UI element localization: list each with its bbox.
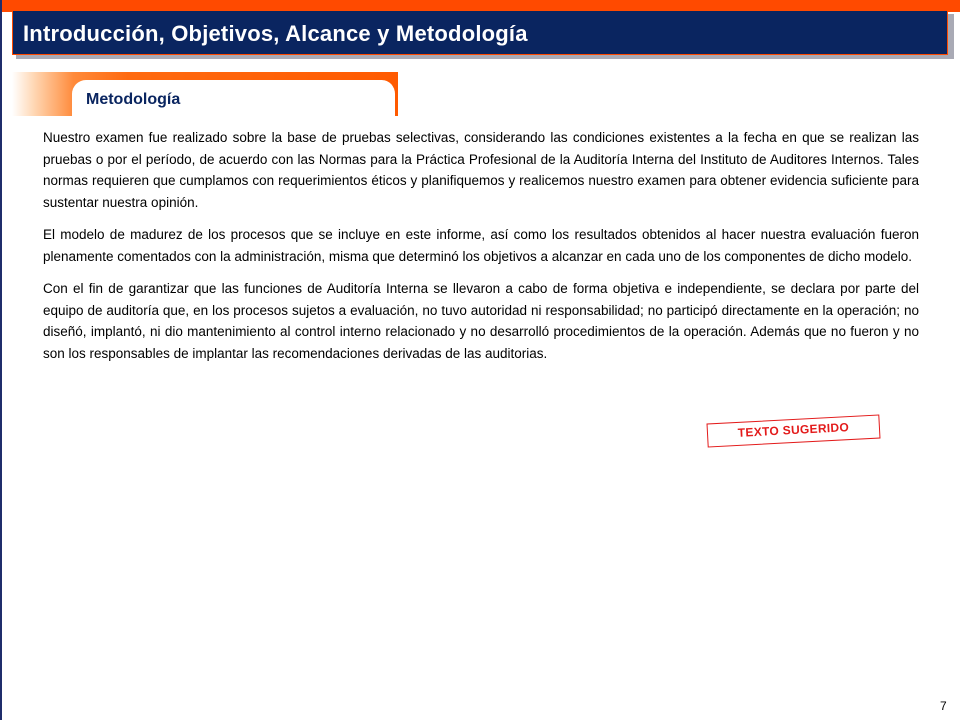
paragraph-independence: Con el fin de garantizar que las funciones de Auditoría Interna se llevaron a cabo de forma objetiva e independiente, se declara por parte del equipo de auditoría que, en los procesos sujetos a evaluación, no tuvo autoridad ni responsabilidad; no participó directamente en la operación; no diseñó, implantó, ni dio mantenimiento al control interno relacionado y no desarrolló procedimientos de la operación. Además que no fueron y no son los responsables de implantar las recomendaciones derivadas de las auditorias. (43, 281, 919, 361)
slide-title: Introducción, Objetivos, Alcance y Metodología (12, 10, 948, 55)
section-header (12, 72, 398, 116)
section-title: Metodología (86, 91, 181, 108)
body-text (43, 127, 919, 375)
page-number: 7 (940, 699, 947, 713)
left-border-rule (0, 0, 2, 720)
paragraph-maturity-model: El modelo de madurez de los procesos que se incluye en este informe, así como los resultados obtenidos al hacer nuestra evaluación fueron plenamente comentados con la administración, misma que determinó los objetivos a alcanzar en cada uno de los componentes de dicho modelo. (43, 227, 919, 264)
suggested-text-stamp: TEXTO SUGERIDO (706, 414, 880, 447)
paragraph-scope: Nuestro examen fue realizado sobre la base de pruebas selectivas, considerando las condiciones existentes a la fecha en que se realizan las pruebas o por el período, de acuerdo con las Normas para la Práctica Profesional de la Auditoría Interna del Instituto de Auditores Internos. Tales normas requieren que cumplamos con requerimientos éticos y planifiquemos y realicemos nuestro examen para obtener evidencia suficiente para sustentar nuestra opinión. (43, 130, 919, 210)
